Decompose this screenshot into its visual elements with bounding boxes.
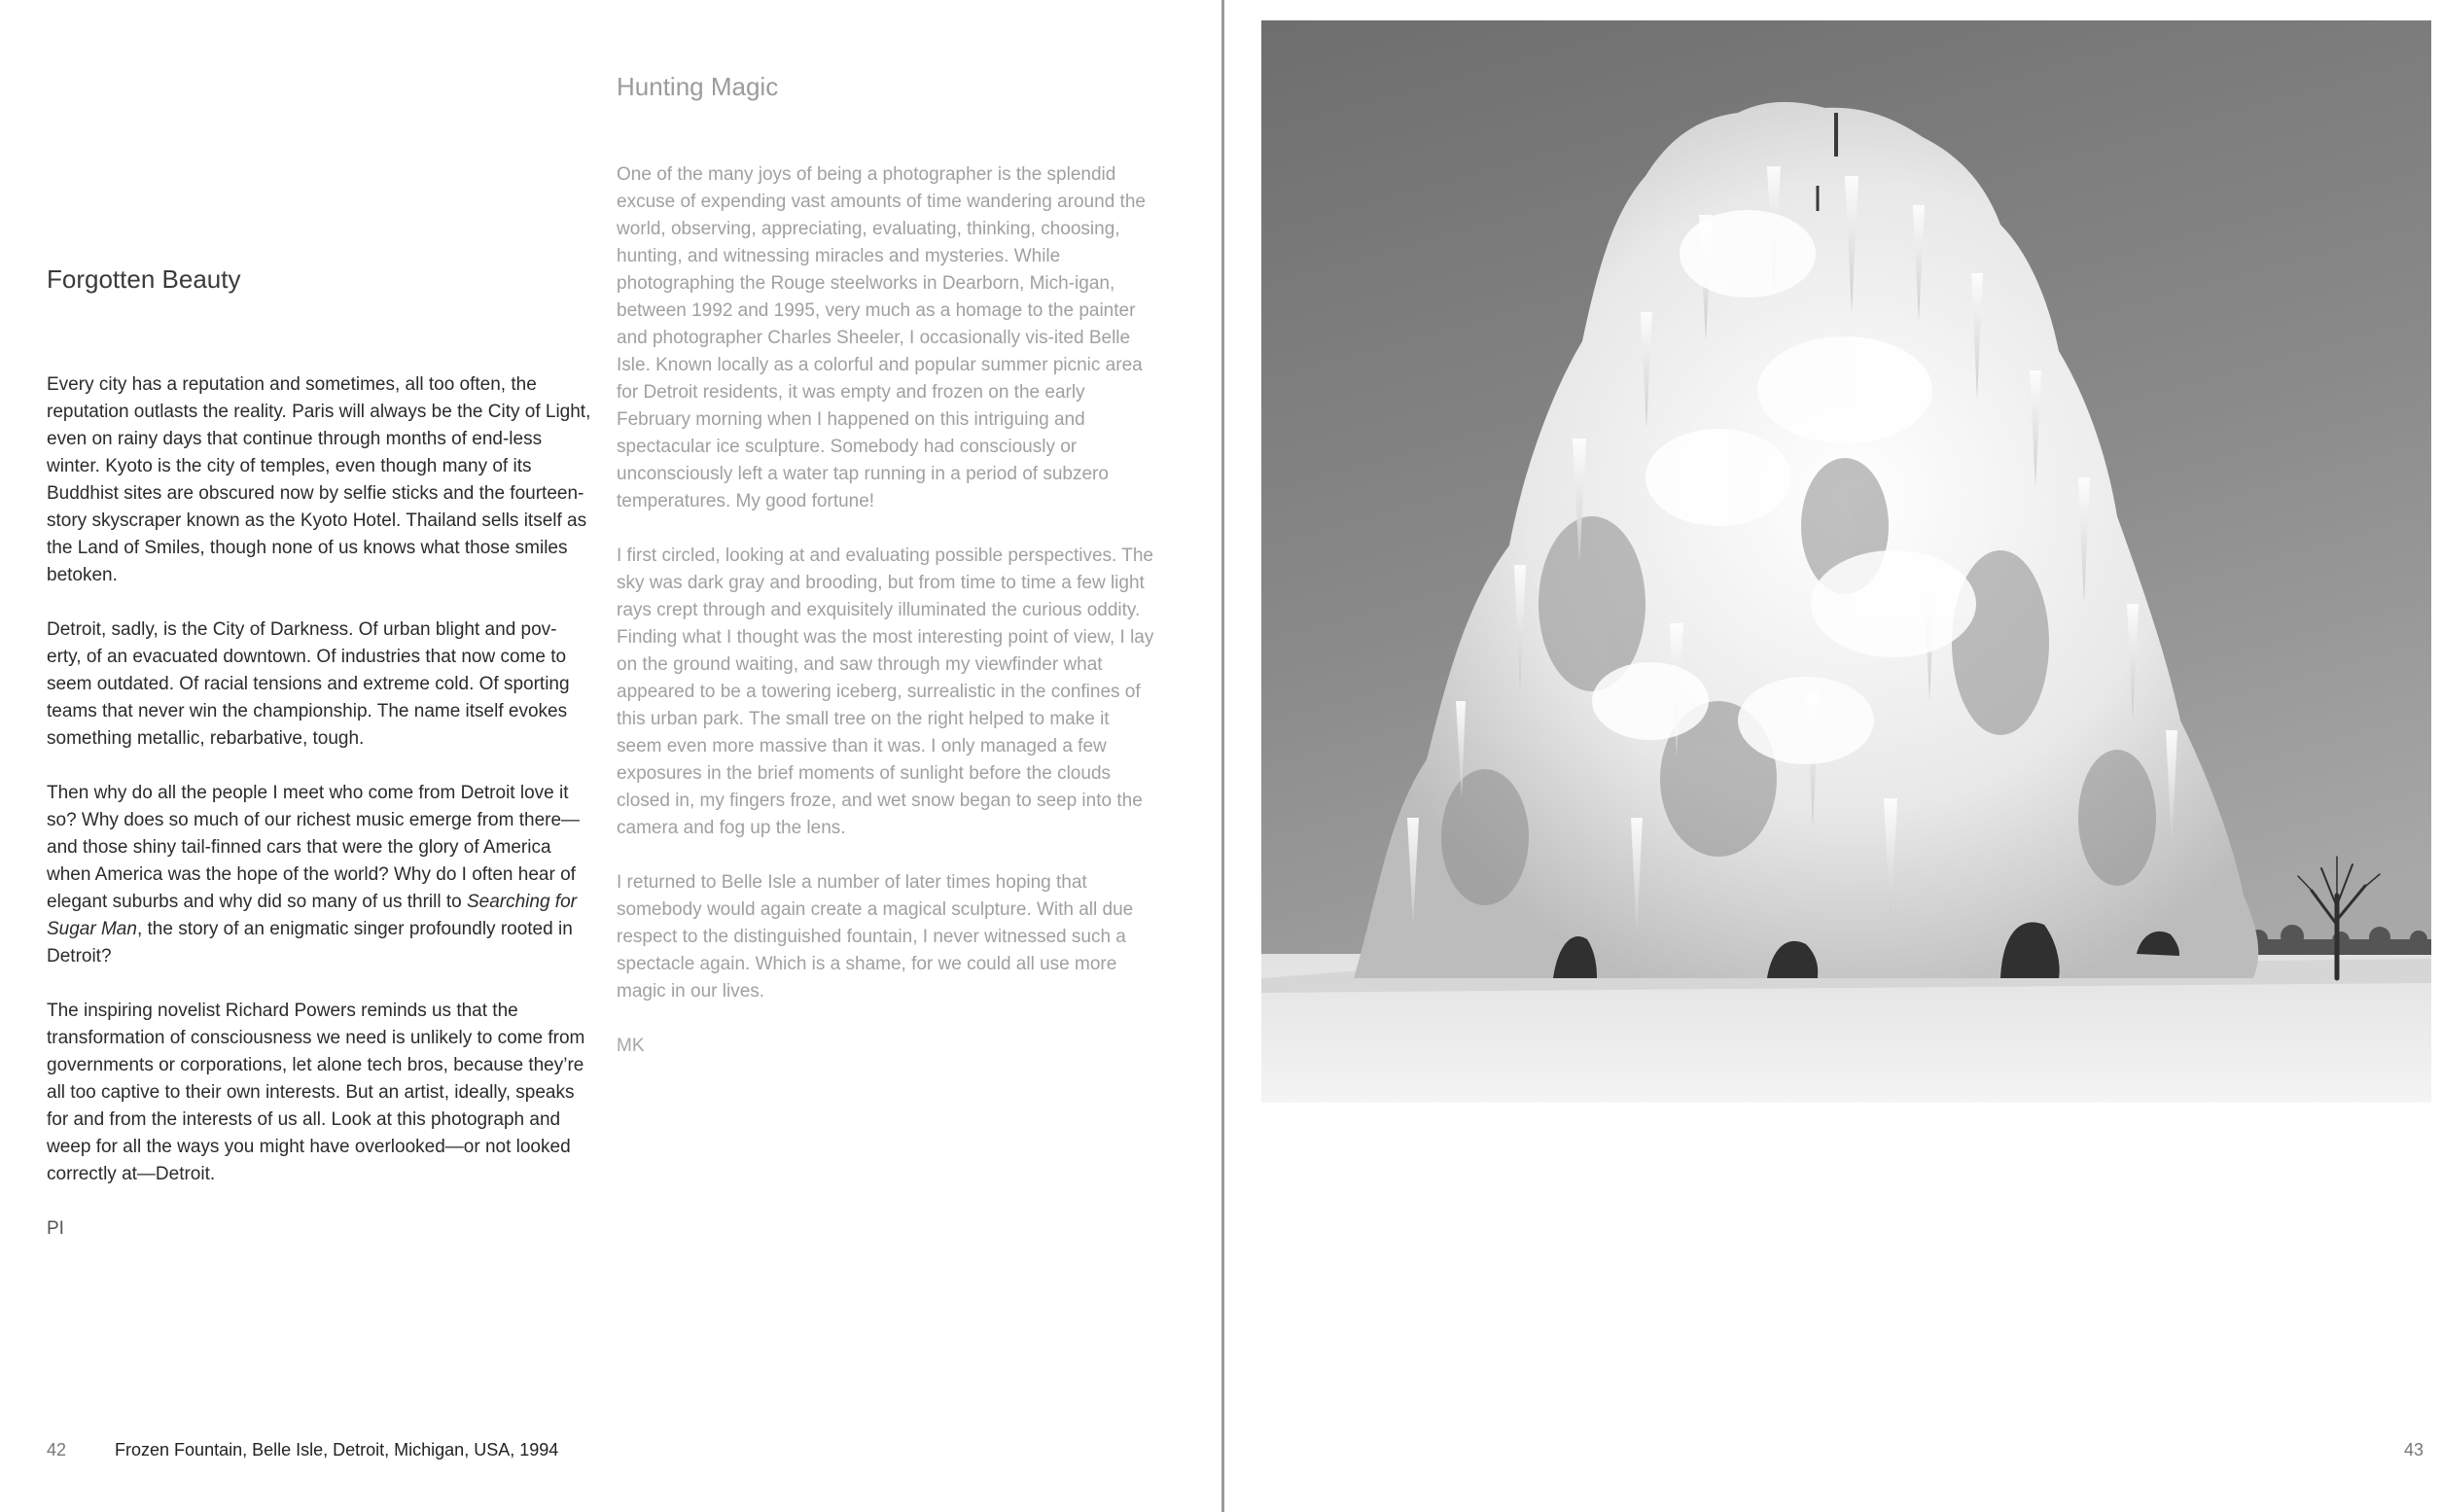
hunting-magic-heading: Hunting Magic [617,72,779,101]
page-footer-left [47,1438,558,1461]
photo-caption: Frozen Fountain, Belle Isle, Detroit, Michigan, USA, 1994 [115,1440,559,1459]
author-initials-mk: MK [617,1036,645,1056]
forgotten-beauty-paragraph-2: Detroit, sadly, is the City of Darkness. Of urban blight and pov-erty, of an evacuated downtown. Of industries that now come to seem outdated. Of racial tensions and extreme cold. Of sporting teams that never win the championship. The name itself evokes something metallic, rebarbative, tough. [47,619,570,749]
forgotten-beauty-paragraph-4: The inspiring novelist Richard Powers reminds us that the transformation of consciousness we need is unlikely to come from governments or corporations, let alone tech bros, because they’re all too captive to their own interests. But an artist, ideally, speaks for and from the interests of us all. Look at this photograph and weep for all the ways you might have overlooked—or not looked correctly at—Detroit. [47,1001,585,1184]
film-title: Searching for Sugar Man [47,892,577,939]
forgotten-beauty-paragraph-1: Every city has a reputation and sometimes, all too often, the reputation outlasts the reality. Paris will always be the City of Light, even on rainy days that continue through months of end-less winter. Kyoto is the city of temples, even though many of its Buddhist sites are obscured now by selfie sticks and the fourteen-story skyscraper known as the Kyoto Hotel. Thailand sells itself as the Land of Smiles, though none of us knows what those smiles betoken. [47,374,591,585]
hunting-magic-paragraph-1: One of the many joys of being a photographer is the splendid excuse of expending vast amounts of time wandering around the world, observing, appreciating, evaluating, thinking, choosing, hunting, and witnessing miracles and mysteries. While photographing the Rouge steelworks in Dearborn, Mich-igan, between 1992 and 1995, very much as a homage to the painter and photographer Charles Sheeler, I occasionally vis-ited Belle Isle. Known locally as a colorful and popular summer picnic area for Detroit residents, it was empty and frozen on the early February morning when I happened on this intriguing and spectacular ice sculpture. Somebody had consciously or unconsciously left a water tap running in a period of subzero temperatures. My good fortune! [617,164,1146,511]
forgotten-beauty-heading: Forgotten Beauty [47,264,241,294]
page-number-left: 42 [47,1440,67,1459]
page-number-right: 43 [2403,1440,2423,1459]
right-page [1224,0,2441,1512]
forgotten-beauty-paragraph-3 [47,780,591,970]
hunting-magic-paragraph-2: I first circled, looking at and evaluating possible perspectives. The sky was dark gray and brooding, but from time to time a few light rays crept through and exquisitely illuminated the curious oddity. Finding what I thought was the most interesting point of view, I lay on the ground waiting, and saw through my viewfinder what appeared to be a towering iceberg, surrealistic in the confines of this urban park. The small tree on the right helped to make it seem even more massive than it was. I only managed a few exposures in the brief moments of sunlight before the clouds closed in, my fingers froze, and wet snow began to seep into the camera and fog up the lens. [617,545,1154,838]
frozen-fountain-photograph [1261,20,2431,1103]
author-initials-pi: PI [47,1218,64,1239]
forgotten-beauty-column [47,263,591,1243]
paragraph-3-text-end: , the story of an enigmatic singer profoundly rooted in Detroit? [47,919,573,967]
hunting-magic-column [617,70,1156,1060]
paragraph-3-text-start: Then why do all the people I meet who come from Detroit love it so? Why does so much of our richest music emerge from there—and those shiny tail-finned cars that were the glory of America when America was the hope of the world? Why do I often hear of elegant suburbs and why did so many of us thrill to [47,783,581,912]
hunting-magic-paragraph-3: I returned to Belle Isle a number of later times hoping that somebody would again create a magical sculpture. With all due respect to the distinguished fountain, I never witnessed such a spectacle again. Which is a shame, for we could all use more magic in our lives. [617,872,1134,1002]
